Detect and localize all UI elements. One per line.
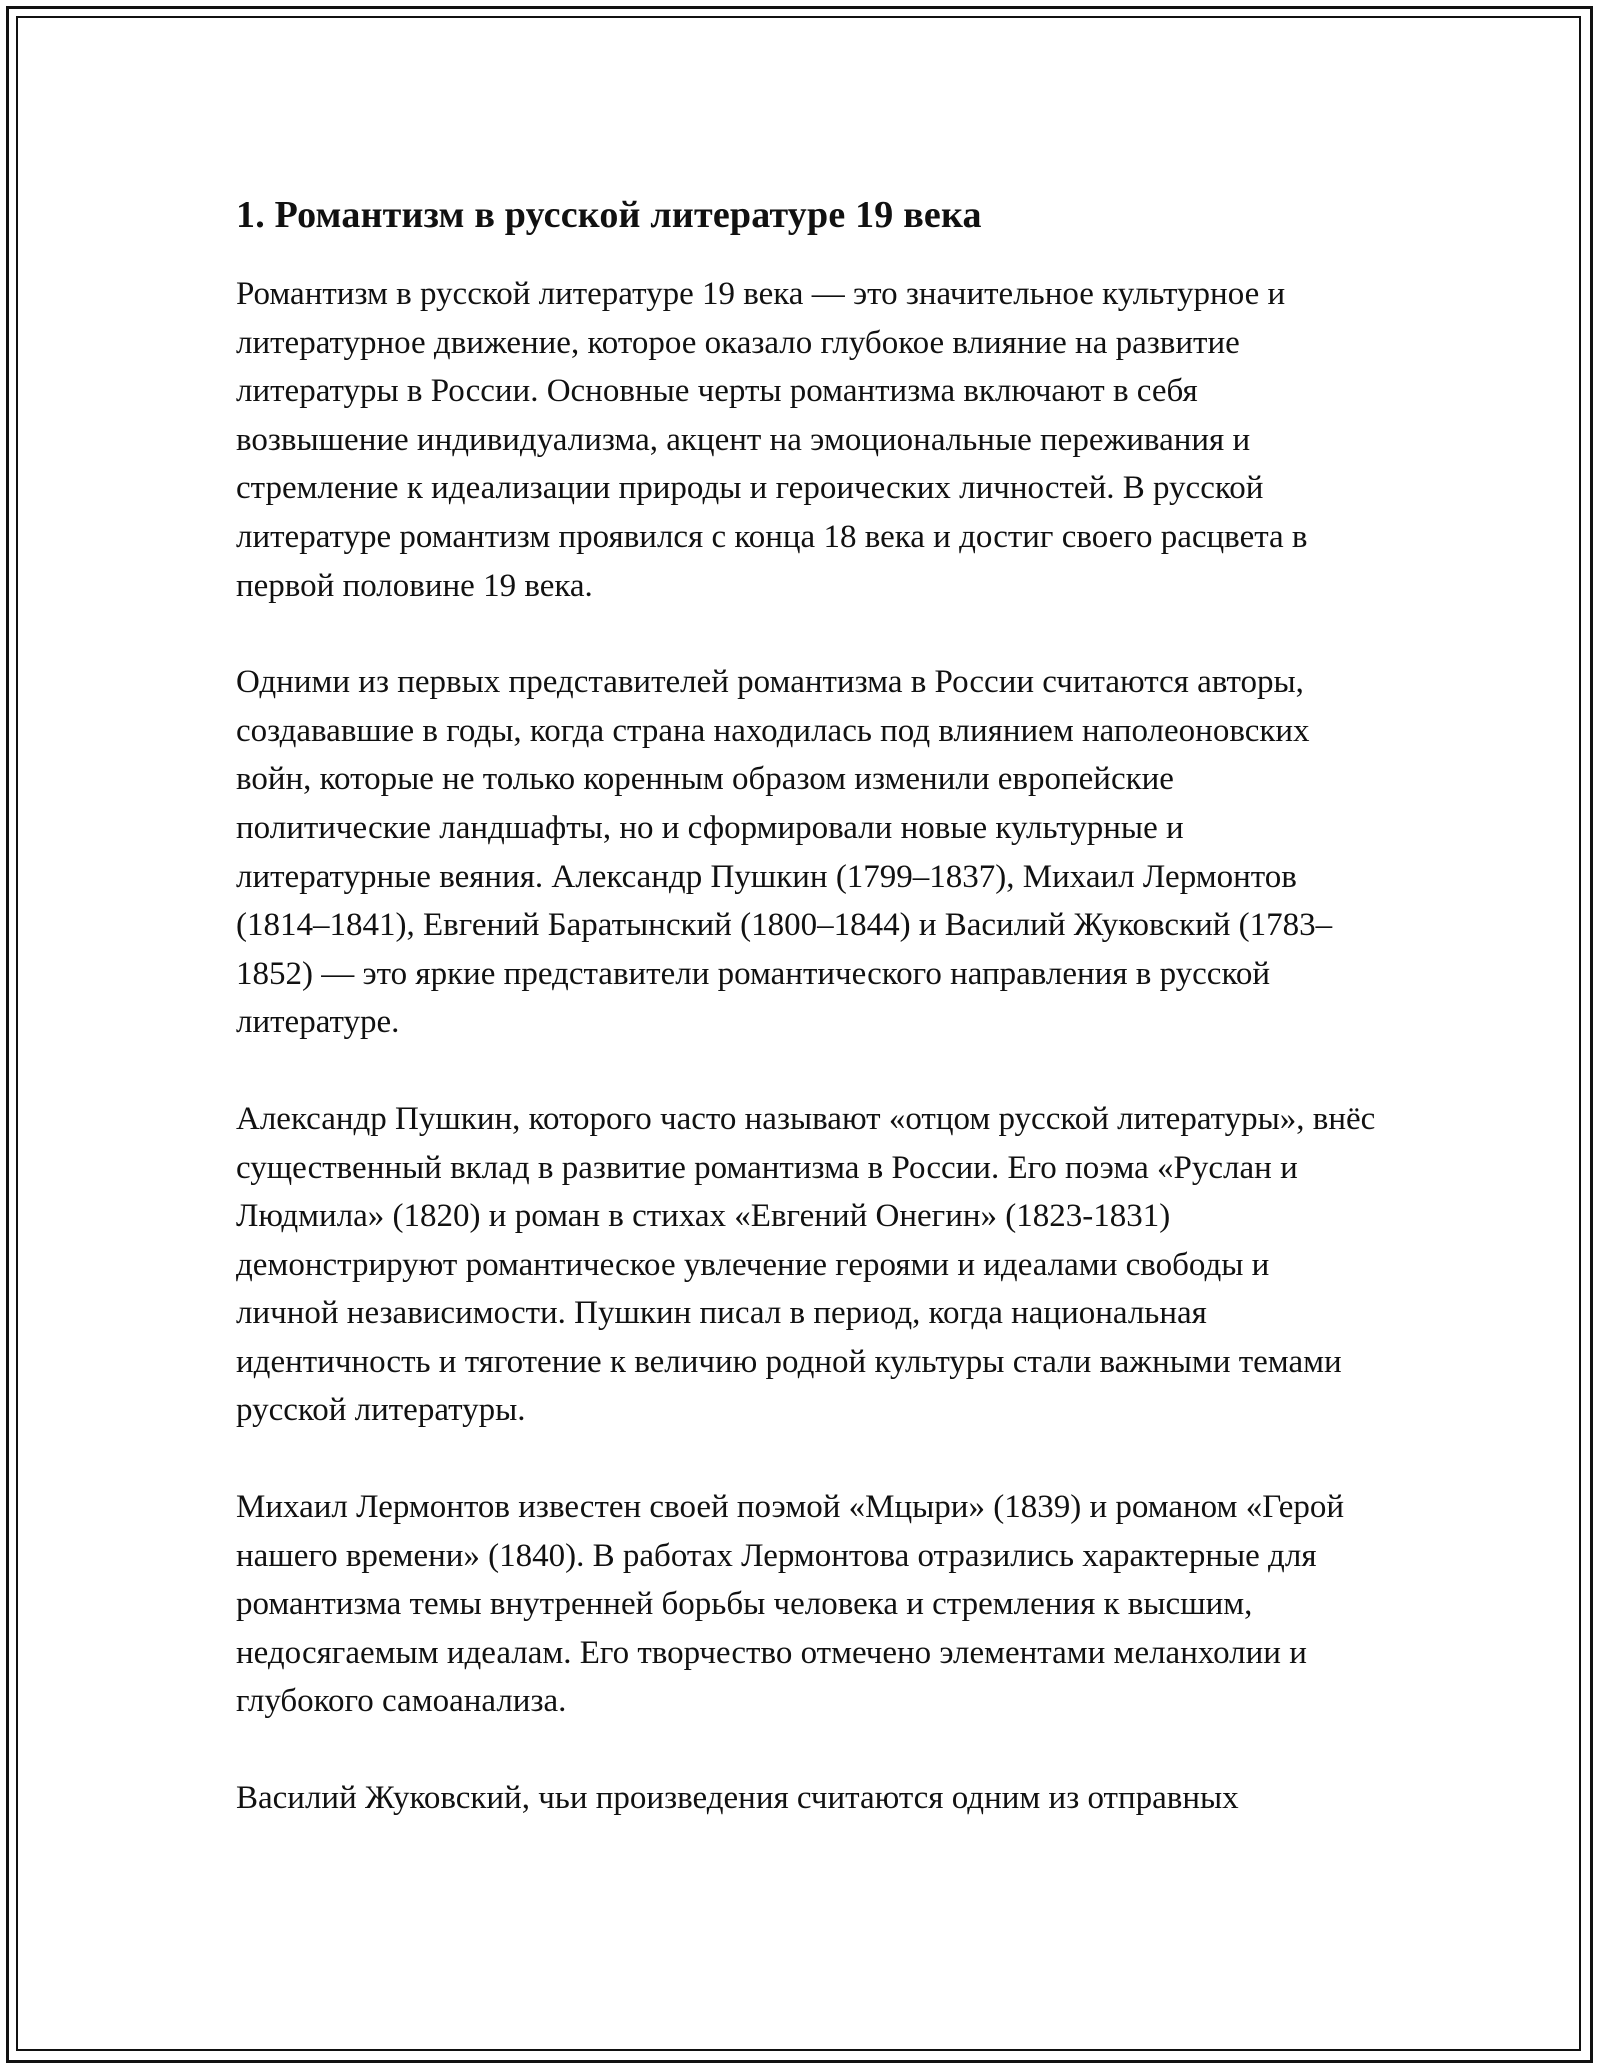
- paragraph-intro: Романтизм в русской литературе 19 века — это значительное культурное и литературное движение, которое оказало глубокое влияние на развитие литературы в России. Основные черты романтизма включают в себя возвышение индивидуализма, акцент на эмоциональные переживания и стремление к идеализации природы и героических личностей. В русской литературе романтизм проявился с конца 18 века и достиг своего расцвета в первой половине 19 века.: [236, 276, 1308, 604]
- page-title: 1. Романтизм в русской литературе 19 века: [236, 194, 982, 236]
- paragraph-zhukovsky: Василий Жуковский, чьи произведения считаются одним из отправных: [236, 1780, 1239, 1817]
- paragraph-representatives: Одними из первых представителей романтизма в России считаются авторы, создававшие в годы, когда страна находилась под влиянием наполеоновских войн, которые не только коренным образом изменили европейские политические ландшафты, но и сформировали новые культурные и литературные веяния. Александр Пушкин (1799–1837), Михаил Лермонтов (1814–1841), Евгений Баратынский (1800–1844) и Василий Жуковский (1783–1852) — это яркие представители романтического направления в русской литературе.: [236, 664, 1333, 1041]
- paragraph-pushkin: Александр Пушкин, которого часто называют «отцом русской литературы», внёс существенный вклад в развитие романтизма в России. Его поэма «Руслан и Людмила» (1820) и роман в стихах «Евгений Онегин» (1823-1831) демонстрируют романтическое увлечение героями и идеалами свободы и личной независимости. Пушкин писал в период, когда национальная идентичность и тяготение к величию родной культуры стали важными темами русской литературы.: [236, 1100, 1376, 1429]
- document-body: [236, 188, 1376, 1823]
- paragraph-lermontov: Михаил Лермонтов известен своей поэмой «Мцыри» (1839) и романом «Герой нашего времени» (1840). В работах Лермонтова отразились характерные для романтизма темы внутренней борьбы человека и стремления к высшим, недосягаемым идеалам. Его творчество отмечено элементами меланхолии и глубокого самоанализа.: [236, 1489, 1345, 1720]
